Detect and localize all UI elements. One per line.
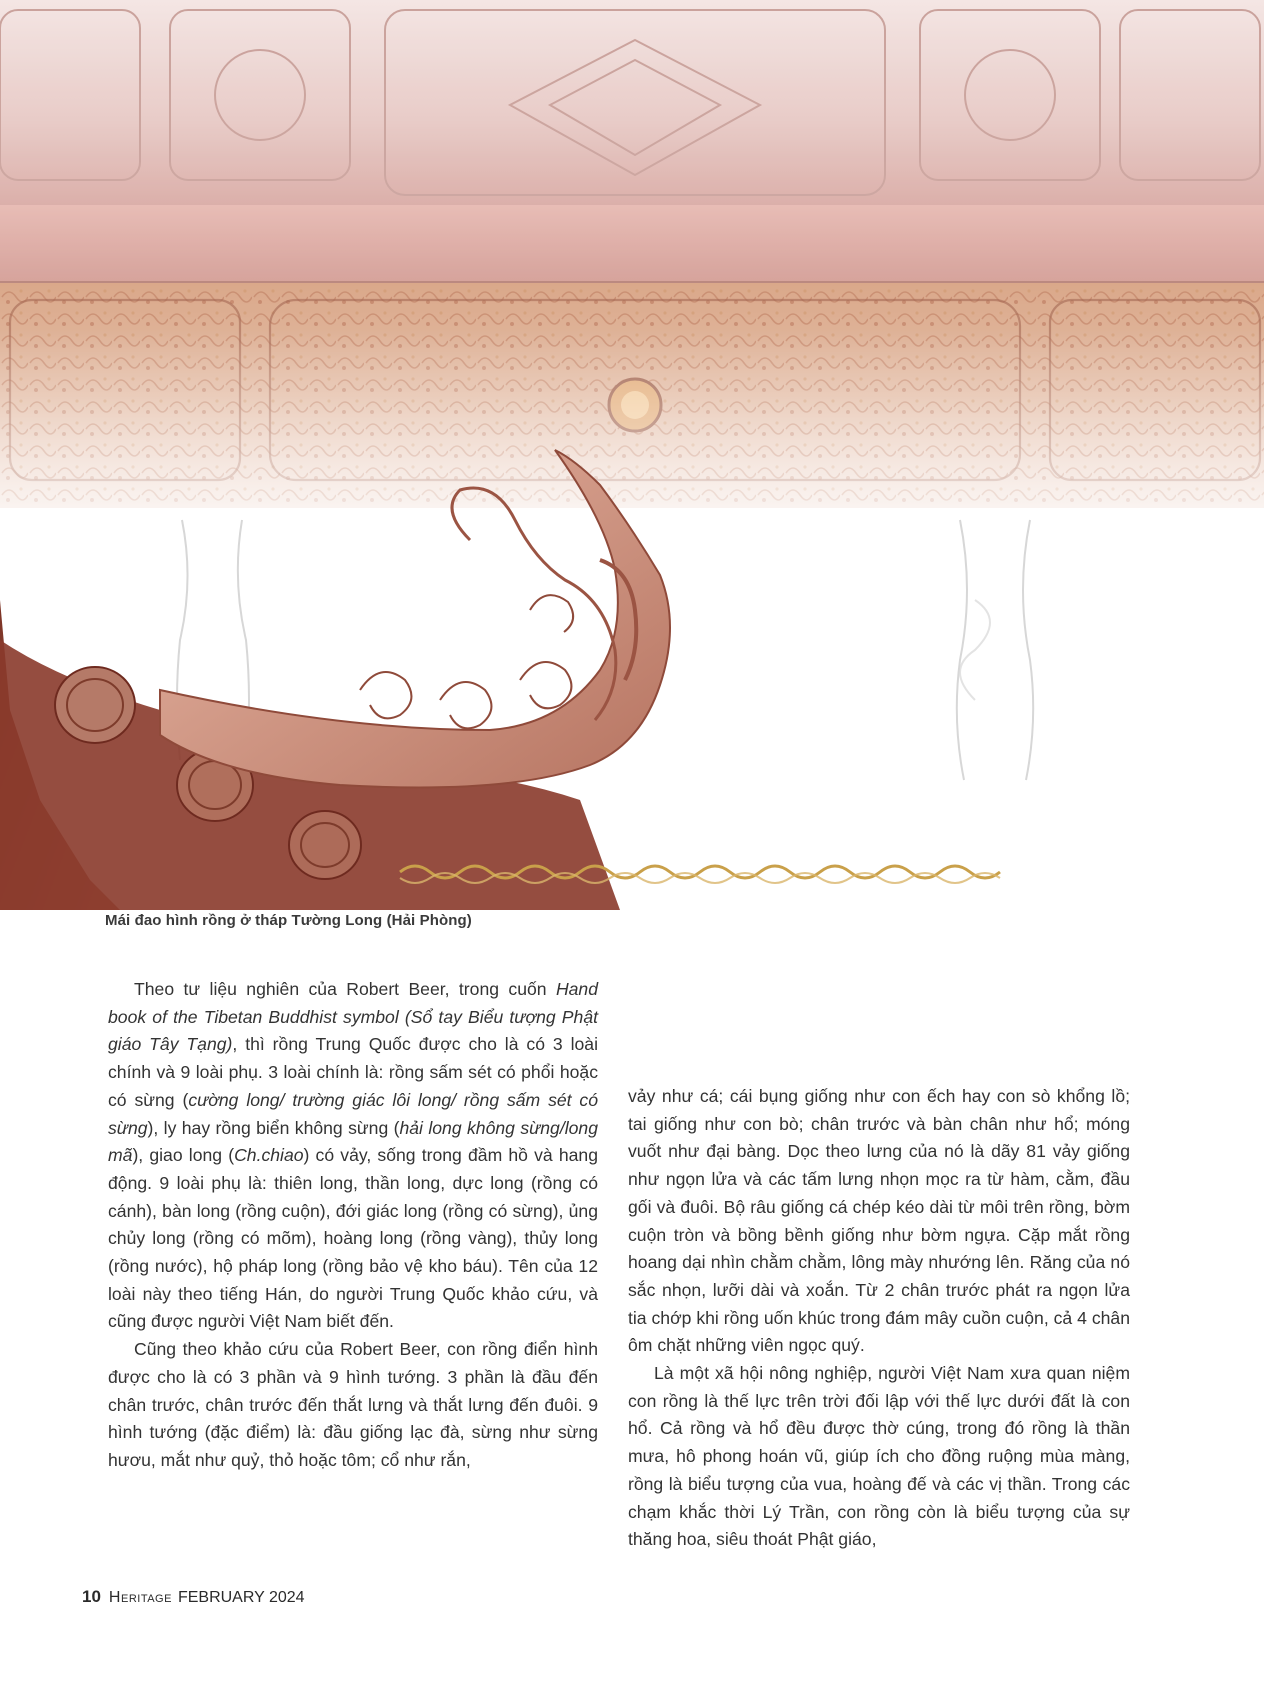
paragraph [628,1360,1130,1554]
text-run: ), ly hay rồng biển không sừng ( [147,1117,400,1138]
image-caption: Mái đao hình rồng ở tháp Tường Long (Hải Phòng) [105,912,472,929]
issue-date: FEBRUARY 2024 [177,1589,305,1606]
text-run: Theo tư liệu nghiên của Robert Beer, trong cuốn [134,979,556,999]
text-run: , thì rồng Trung Quốc được cho là có 3 loài chính và 9 loài phụ. 3 loài chính là: rồng sấm sét có phổi hoặc có sừng ( [108,1034,598,1110]
text-run: Là một xã hội nông nghiệp, người Việt Nam xưa quan niệm con rồng là thế lực trên trời đối lập với thế lực dưới đất là con hổ. Cả rồng và hổ đều được thờ cúng, trong đó rồng là thần mưa, hô phong hoán vũ, giúp ích cho đồng ruộng mùa màng, rồng là biểu tượng của vua, hoàng đế và các vị thần. Trong các chạm khắc thời Lý Trần, con rồng còn là biểu tượng của sự thăng hoa, siêu thoát Phật giáo, [628,1363,1130,1550]
text-run: vảy như cá; cái bụng giống như con ếch hay con sò khổng lồ; tai giống như con bò; chân trước và bàn chân như hổ; móng vuốt như đại bàng. Dọc theo lưng của nó là dãy 81 vảy giống như ngọn lửa và các tấm lưng nhọn mọc ra từ hàm, cằm, đầu gối và đuôi. Bộ râu giống cá chép kéo dài từ môi trên rồng, bờm cuộn tròn và bồng bềnh giống như bờm ngựa. Cặp mắt rồng hoang dại nhìn chằm chằm, lông mày nhướng lên. Răng của nó sắc nhọn, lưỡi dài và xoắn. Từ 2 chân trước phát ra ngọn lửa tia chớp khi rồng uốn khúc trong đám mây cuồn cuộn, cả 4 chân ôm chặt những viên ngọc quý. [628,1086,1130,1356]
paragraph [628,1083,1130,1360]
italic-text: Ch.chiao [234,1145,304,1166]
text-run: ) có vảy, sống trong đầm hồ và hang động. 9 loài phụ là: thiên long, thần long, dực long (rồng có cánh), bàn long (rồng cuộn), đới giác long (rồng có sừng), ủng chủy long (rồng có mõm), hoàng long (rồng vàng), thủy long (rồng nước), hộ pháp long (rồng bảo vệ kho báu). Tên của 12 loài này theo tiếng Hán, do người Trung Quốc khảo cứu, và cũng được người Việt Nam biết đến. [108,1145,598,1332]
italic-text: cường long/ trường giác lôi long/ rồng sấm sét có sừng [108,1089,598,1138]
italic-text: Hand book of the Tibetan Buddhist symbol (Sổ tay Biểu tượng Phật giáo Tây Tạng) [108,979,598,1055]
page-footer [82,1587,305,1607]
paragraph [108,1336,598,1475]
page-number: 10 [82,1587,101,1606]
italic-text: hải long không sừng/long mã [108,1117,598,1166]
article-column-left [108,976,598,1475]
text-run: Cũng theo khảo cứu của Robert Beer, con rồng điển hình được cho là có 3 phần và 9 hình tướng. 3 phần là đầu đến chân trước, chân trước đến thắt lưng và thắt lưng đến đuôi. 9 hình tướng (đặc điểm) là: đầu giống lạc đà, sừng như sừng hươu, mắt như quỷ, thỏ hoặc tôm; cổ như rắn, [108,1339,598,1470]
text-run: ), giao long ( [132,1145,235,1166]
article-column-right [628,1083,1130,1554]
magazine-name: Heritage [108,1589,172,1606]
paragraph [108,976,598,1336]
